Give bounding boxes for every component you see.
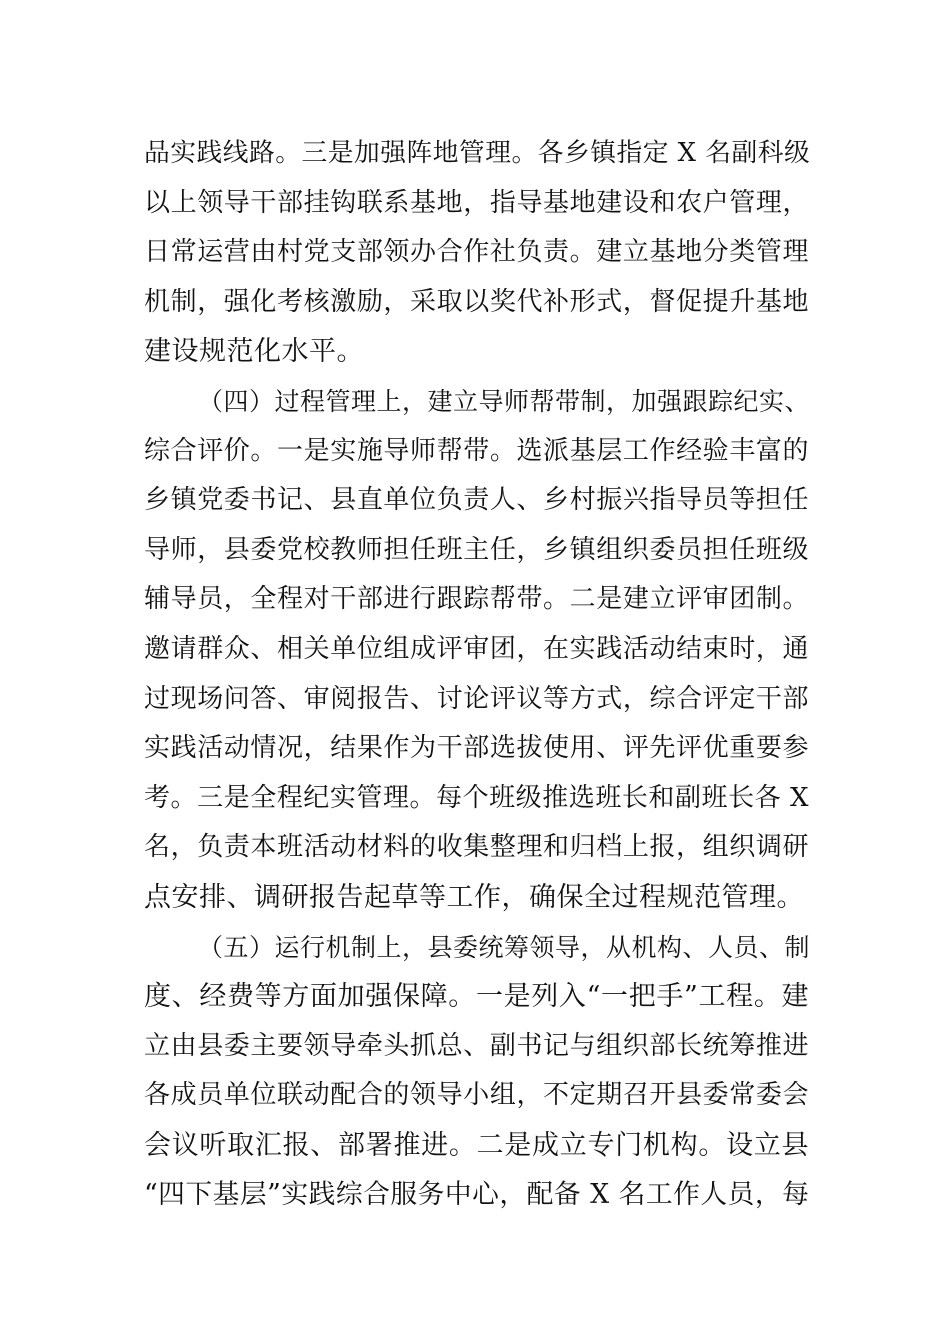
text-line: 建设规范化水平。 [144, 336, 364, 368]
text-line: 辅导员，全程对干部进行跟踪帮带。二是建立评审团制。 [144, 584, 809, 615]
text-line: 机制，强化考核激励，采取以奖代补形式，督促提升基地 [144, 286, 809, 317]
text-line: 各成员单位联动配合的领导小组，不定期召开县委常委会 [144, 1080, 809, 1111]
text-line: 度、经费等方面加强保障。一是列入“一把手”工程。建 [144, 981, 809, 1013]
document-body [144, 129, 809, 1220]
text-line: 会议听取汇报、部署推进。二是成立专门机构。设立县 [144, 1129, 809, 1161]
paragraph-start-line: （五）运行机制上，县委统筹领导，从机构、人员、制 [198, 932, 811, 962]
text-line: 乡镇党委书记、县直单位负责人、乡村振兴指导员等担任 [144, 485, 809, 516]
text-line: 实践活动情况，结果作为干部选拔使用、评先评优重要参 [144, 733, 809, 764]
text-line: 点安排、调研报告起草等工作，确保全过程规范管理。 [144, 881, 804, 913]
text-line: 以上领导干部挂钩联系基地，指导基地建设和农户管理， [144, 187, 809, 218]
text-line: 名，负责本班活动材料的收集整理和归档上报，组织调研 [144, 832, 809, 863]
text-line: 品实践线路。三是加强阵地管理。各乡镇指定 X 名副科级 [144, 138, 811, 168]
text-line: 立由县委主要领导牵头抓总、副书记与组织部长统筹推进 [144, 1030, 809, 1061]
text-line: 过现场问答、审阅报告、讨论评议等方式，综合评定干部 [144, 683, 809, 714]
text-line: 导师，县委党校教师担任班主任，乡镇组织委员担任班级 [144, 534, 809, 565]
text-line: 综合评价。一是实施导师帮带。选派基层工作经验丰富的 [144, 435, 809, 466]
paragraph-start-line: （四）过程管理上，建立导师帮带制，加强跟踪纪实、 [198, 386, 811, 416]
text-line: 日常运营由村党支部领办合作社负责。建立基地分类管理 [144, 237, 809, 268]
text-line: 邀请群众、相关单位组成评审团，在实践活动结束时，通 [144, 633, 809, 664]
text-line: “四下基层”实践综合服务中心，配备 X 名工作人员，每 [144, 1179, 810, 1211]
text-line: 考。三是全程纪实管理。每个班级推选班长和副班长各 X [144, 782, 809, 813]
